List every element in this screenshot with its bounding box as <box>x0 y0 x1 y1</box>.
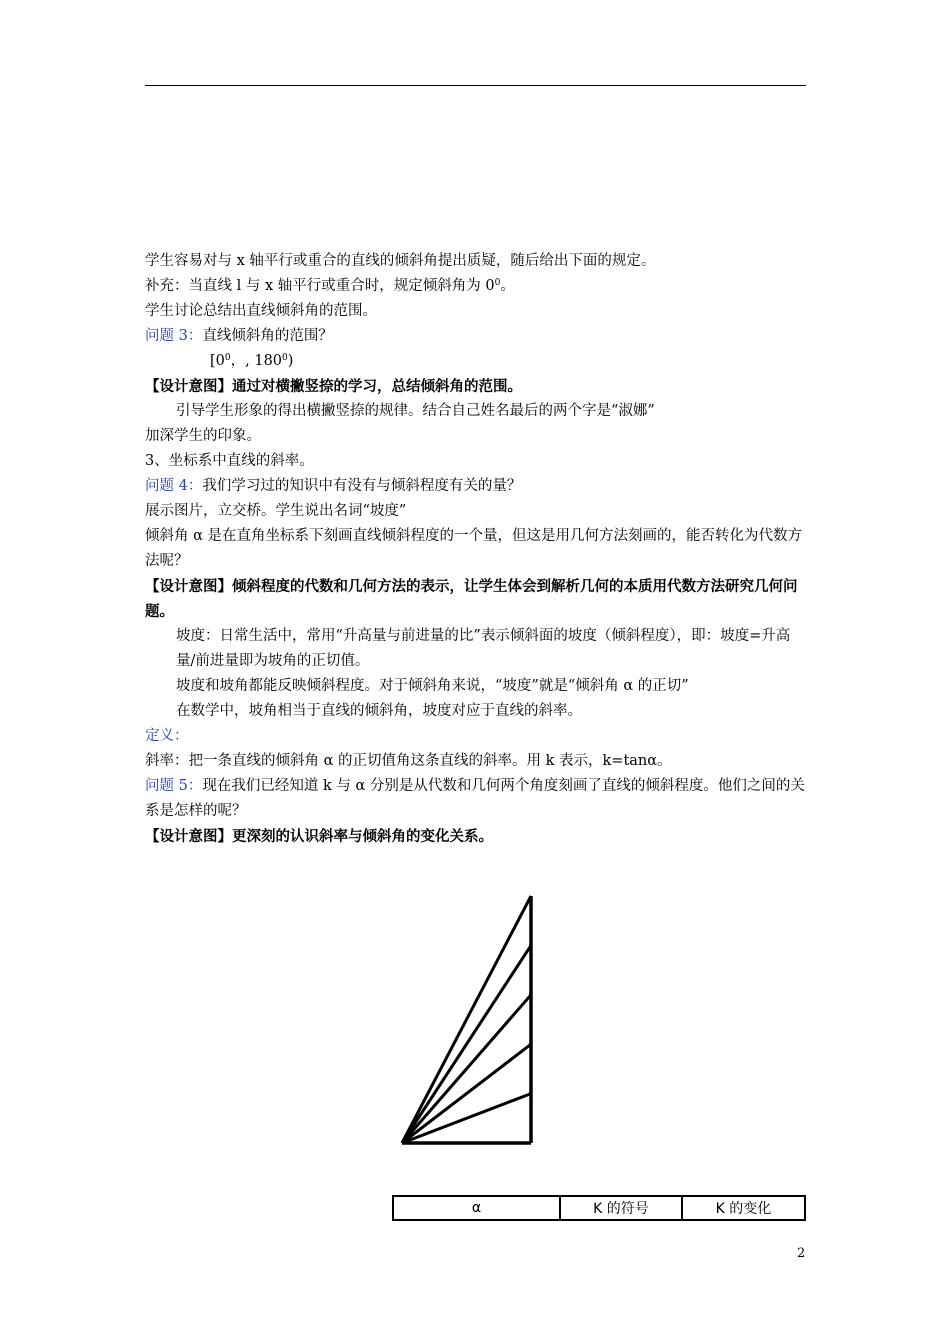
range-end: ，, 180 <box>230 353 283 369</box>
degree-superscript: 0 <box>224 353 231 363</box>
definition-text: 斜率：把一条直线的倾斜角 α 的正切值角这条直线的斜率。用 k 表示，k=tanα。 <box>145 753 672 769</box>
question-text: 直线倾斜角的范围？ <box>202 328 333 344</box>
range-close: ) <box>287 353 294 369</box>
question-3 <box>145 324 807 349</box>
question-label: 问题 4： <box>145 478 203 494</box>
header-rule <box>145 85 806 86</box>
question-text: 现在我们已经知道 k 与 α 分别是从代数和几何两个角度刻画了直线的倾斜程度。他们之间的关系是怎样的呢？ <box>145 778 805 819</box>
supplement-text: 补充：当直线 l 与 x 轴平行或重合时，规定倾斜角为 0 <box>145 278 495 294</box>
slope-ray <box>402 896 531 1143</box>
paragraph: 在数学中，坡角相当于直线的倾斜角，坡度对应于直线的斜率。 <box>176 703 582 719</box>
page-number: 2 <box>797 1246 806 1261</box>
paragraph: 倾斜角 α 是在直角坐标系下刻画直线倾斜程度的一个量，但这是用几何方法刻画的，能否转化为代数方法呢？ <box>145 528 803 569</box>
paragraph: 加深学生的印象。 <box>145 428 261 444</box>
document-body <box>145 249 807 849</box>
rays-group <box>402 896 531 1143</box>
design-intent: 【设计意图】倾斜程度的代数和几何方法的表示，让学生体会到解析几何的本质用代数方法研究几何问题。 <box>145 578 798 620</box>
degree-superscript: 0 <box>282 353 288 363</box>
paragraph: 引导学生形象的得出横撇竖捺的规律。结合自己姓名最后的两个字是“淑娜” <box>176 403 655 419</box>
angle-range <box>145 349 807 374</box>
paragraph: 展示图片，立交桥。学生说出名词“坡度” <box>145 503 407 519</box>
slope-ray <box>402 945 531 1143</box>
degree-superscript: 0 <box>494 278 501 288</box>
section-heading: 3、坐标系中直线的斜率。 <box>145 453 314 469</box>
paragraph: 学生讨论总结出直线倾斜角的范围。 <box>145 303 377 319</box>
question-4 <box>145 474 807 499</box>
slope-table <box>392 1195 806 1221</box>
table-header-alpha: α <box>393 1196 560 1220</box>
slope-ray <box>402 1044 531 1143</box>
paragraph: 学生容易对与 x 轴平行或重合的直线的倾斜角提出质疑，随后给出下面的规定。 <box>145 253 656 269</box>
paragraph: 坡度和坡角都能反映倾斜程度。对于倾斜角来说，“坡度”就是“倾斜角 α 的正切” <box>176 678 689 694</box>
question-label: 问题 5： <box>145 778 203 794</box>
table-header-row <box>393 1196 805 1220</box>
slope-ray <box>402 1094 531 1143</box>
design-intent: 【设计意图】更深刻的认识斜率与倾斜角的变化关系。 <box>145 828 493 845</box>
question-5 <box>145 774 807 824</box>
table-header-k-change: K 的变化 <box>682 1196 805 1220</box>
punctuation: 。 <box>500 278 515 294</box>
slope-rays-diagram <box>395 893 540 1153</box>
design-intent: 【设计意图】通过对横撇竖捺的学习，总结倾斜角的范围。 <box>145 378 522 395</box>
question-text: 我们学习过的知识中有没有与倾斜程度有关的量？ <box>202 478 522 494</box>
paragraph-slope: 坡度：日常生活中，常用“升高量与前进量的比”表示倾斜面的坡度（倾斜程度），即：坡度=升高量/前进量即为坡角的正切值。 <box>176 628 791 669</box>
paragraph-supplement <box>145 274 807 299</box>
range-start: [0 <box>210 353 225 369</box>
definition-label: 定义： <box>145 728 189 744</box>
question-label: 问题 3： <box>145 328 203 344</box>
table-header-k-sign: K 的符号 <box>560 1196 682 1220</box>
